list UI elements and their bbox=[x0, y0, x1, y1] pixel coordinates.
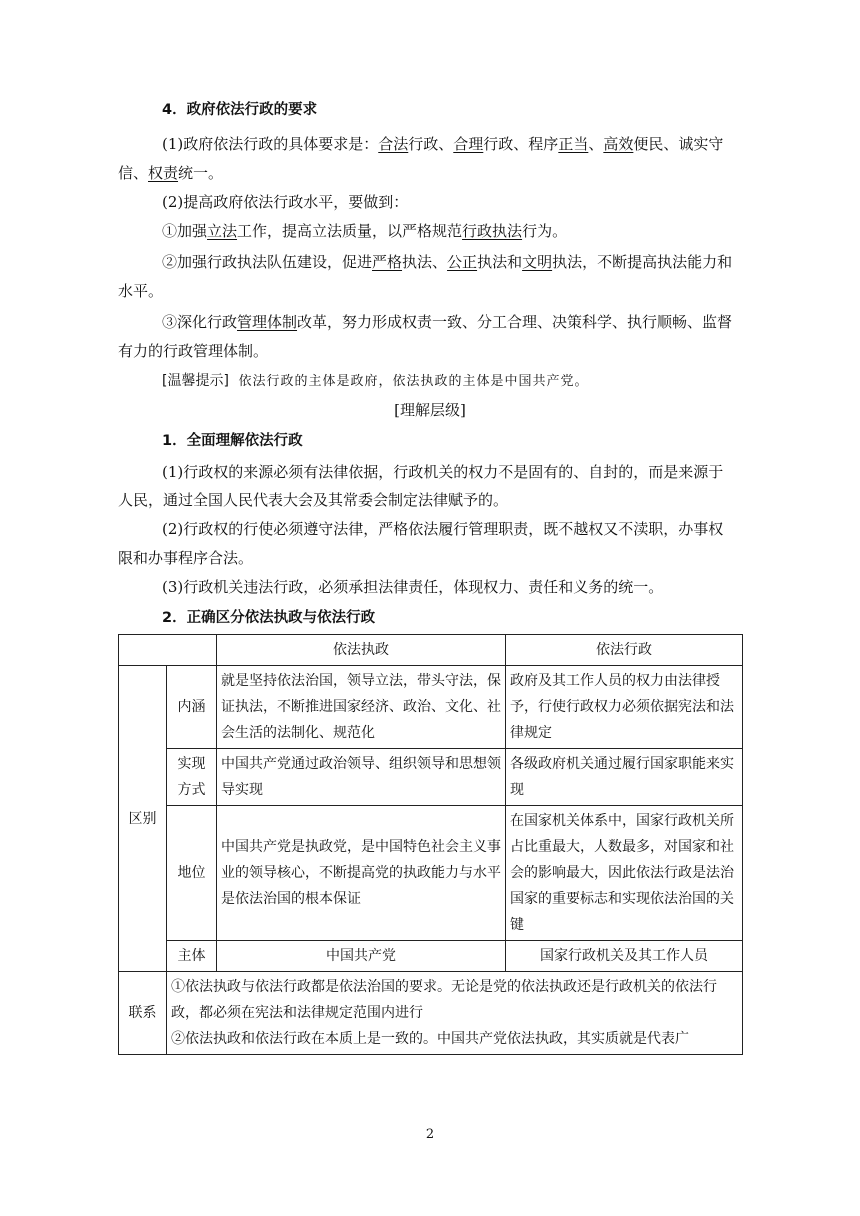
page-number: 2 bbox=[425, 1127, 435, 1142]
table-row bbox=[119, 749, 743, 806]
section-u1-title: 1．全面理解依法行政 bbox=[162, 433, 303, 449]
group-label-diff: 区别 bbox=[119, 666, 167, 972]
para-4-3: ①加强立法工作，提高立法质量，以严格规范行政执法行为。 bbox=[162, 222, 568, 240]
cell-fangshi-zhizheng: 中国共产党通过政治领导、组织领导和思想领导实现 bbox=[217, 749, 506, 806]
tip-text: 依法行政的主体是政府，依法执政的主体是中国共产党。 bbox=[238, 374, 589, 389]
row-label-fangshi: 实现方式 bbox=[167, 749, 217, 806]
para-4-5-line2: 有力的行政管理体制。 bbox=[118, 342, 269, 360]
cell-diwei-xingzheng: 在国家机关体系中，国家行政机关所占比重最大，人数最多，对国家和社会的影响最大，因此依法行政是法治国家的重要标志和实现依法治国的关键 bbox=[506, 806, 743, 941]
section-u2-title: 2．正确区分依法执政与依法行政 bbox=[162, 610, 376, 626]
para-4-2: (2)提高政府依法行政水平，要做到： bbox=[162, 193, 409, 211]
row-label-diwei: 地位 bbox=[167, 806, 217, 941]
lianxi-point-1: ①依法执政与依法行政都是依法治国的要求。无论是党的依法执政还是行政机关的依法行政，都必须在宪法和法律规定范围内进行 bbox=[171, 979, 717, 1021]
table-row bbox=[119, 941, 743, 972]
comparison-table bbox=[118, 634, 743, 1055]
cell-neihan-zhizheng: 就是坚持依法治国，领导立法，带头守法，保证执法，不断推进国家经济、政治、文化、社会生活的法制化、规范化 bbox=[217, 666, 506, 749]
para-4-1-line2: 信、权责统一。 bbox=[118, 164, 224, 182]
section-4-title: 4．政府依法行政的要求 bbox=[162, 102, 318, 118]
cell-zhuti-xingzheng: 国家行政机关及其工作人员 bbox=[506, 941, 743, 972]
table-row-lianxi bbox=[119, 972, 743, 1055]
table-row bbox=[119, 666, 743, 749]
para-u1-1-line1: (1)行政权的来源必须有法律依据，行政机关的权力不是固有的、自封的，而是来源于 bbox=[162, 463, 724, 481]
cell-lianxi bbox=[167, 972, 743, 1055]
para-4-1-line1: (1)政府依法行政的具体要求是：合法行政、合理行政、程序正当、高效便民、诚实守 bbox=[162, 135, 724, 153]
tip bbox=[162, 370, 589, 392]
row-label-lianxi: 联系 bbox=[119, 972, 167, 1055]
para-u1-2-line2: 限和办事程序合法。 bbox=[118, 549, 254, 567]
para-u1-2-line1: (2)行政权的行使必须遵守法律，严格依法履行管理职责，既不越权又不渎职，办事权 bbox=[162, 520, 724, 538]
table-header-row bbox=[119, 635, 743, 666]
row-label-neihan: 内涵 bbox=[167, 666, 217, 749]
para-4-4-line2: 水平。 bbox=[118, 282, 164, 300]
header-empty-cell bbox=[119, 635, 217, 666]
cell-diwei-zhizheng: 中国共产党是执政党，是中国特色社会主义事业的领导核心，不断提高党的执政能力与水平是依法治国的根本保证 bbox=[217, 806, 506, 941]
tip-label: [温馨提示] bbox=[162, 373, 229, 389]
para-u1-3: (3)行政机关违法行政，必须承担法律责任，体现权力、责任和义务的统一。 bbox=[162, 578, 664, 596]
lianxi-point-2: ②依法执政和依法行政在本质上是一致的。中国共产党依法执政，其实质就是代表广 bbox=[171, 1031, 689, 1047]
row-label-zhuti: 主体 bbox=[167, 941, 217, 972]
cell-neihan-xingzheng: 政府及其工作人员的权力由法律授予，行使行政权力必须依据宪法和法律规定 bbox=[506, 666, 743, 749]
level-heading: [理解层级] bbox=[394, 401, 466, 419]
para-u1-1-line2: 人民，通过全国人民代表大会及其常委会制定法律赋予的。 bbox=[118, 491, 509, 509]
cell-zhuti-zhizheng: 中国共产党 bbox=[217, 941, 506, 972]
header-cell-zhizheng: 依法执政 bbox=[217, 635, 506, 666]
header-cell-xingzheng: 依法行政 bbox=[506, 635, 743, 666]
para-4-5-line1: ③深化行政管理体制改革，努力形成权责一致、分工合理、决策科学、执行顺畅、监督 bbox=[162, 313, 733, 331]
para-4-4-line1: ②加强行政执法队伍建设，促进严格执法、公正执法和文明执法，不断提高执法能力和 bbox=[162, 253, 733, 271]
table-row bbox=[119, 806, 743, 941]
cell-fangshi-xingzheng: 各级政府机关通过履行国家职能来实现 bbox=[506, 749, 743, 806]
